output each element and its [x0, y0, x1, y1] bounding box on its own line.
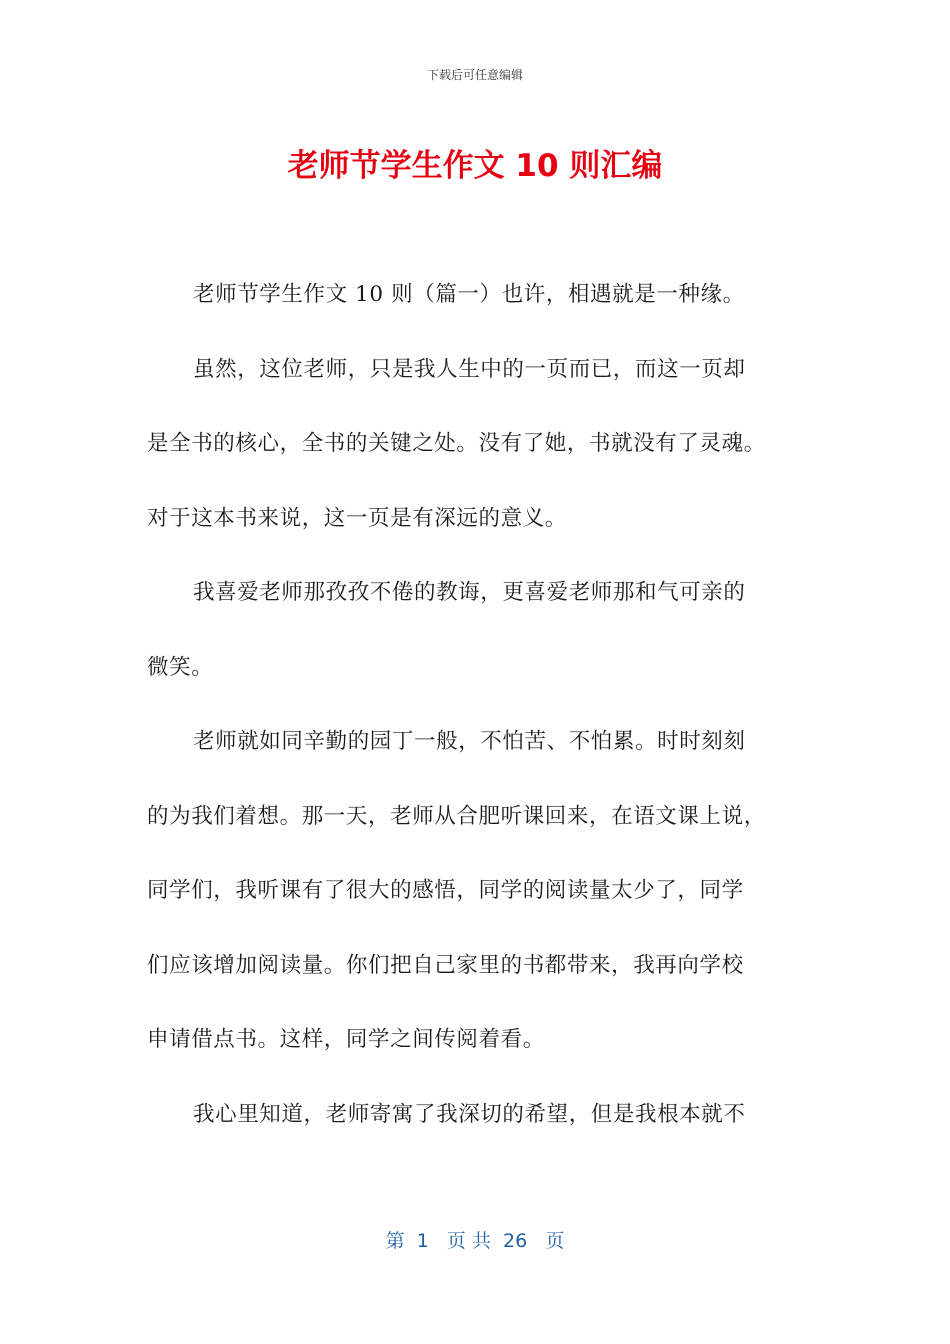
body-line: 老师就如同辛勤的园丁一般，不怕苦、不怕累。时时刻刻: [193, 729, 746, 754]
document-title: 老师节学生作文 10 则汇编: [287, 148, 663, 184]
body-line: 们应该增加阅读量。你们把自己家里的书都带来，我再向学校: [147, 952, 744, 978]
page-header-note: 下载后可任意编辑: [426, 68, 523, 82]
document-body: [147, 270, 812, 1164]
body-line: 是全书的核心，全书的关键之处。没有了她，书就没有了灵魂。: [147, 431, 766, 456]
body-line: 对于这本书来说，这一页是有深远的意义。: [147, 505, 567, 531]
page-number-footer: 第 1 页 共 26 页: [385, 1230, 565, 1252]
body-line: 我心里知道，老师寄寓了我深切的希望，但是我根本就不: [193, 1101, 746, 1127]
body-line: 老师节学生作文 10 则（篇一）也许，相遇就是一种缘。: [193, 282, 745, 307]
body-line: 虽然，这位老师，只是我人生中的一页而已，而这一页却: [193, 356, 746, 382]
body-line: 我喜爱老师那孜孜不倦的教诲，更喜爱老师那和气可亲的: [193, 580, 746, 605]
body-line: 同学们，我听课有了很大的感悟，同学的阅读量太少了，同学: [147, 878, 744, 903]
body-line: 的为我们着想。那一天，老师从合肥听课回来，在语文课上说，: [147, 803, 766, 829]
body-line: 微笑。: [147, 654, 214, 680]
body-line: 申请借点书。这样，同学之间传阅着看。: [147, 1027, 545, 1052]
